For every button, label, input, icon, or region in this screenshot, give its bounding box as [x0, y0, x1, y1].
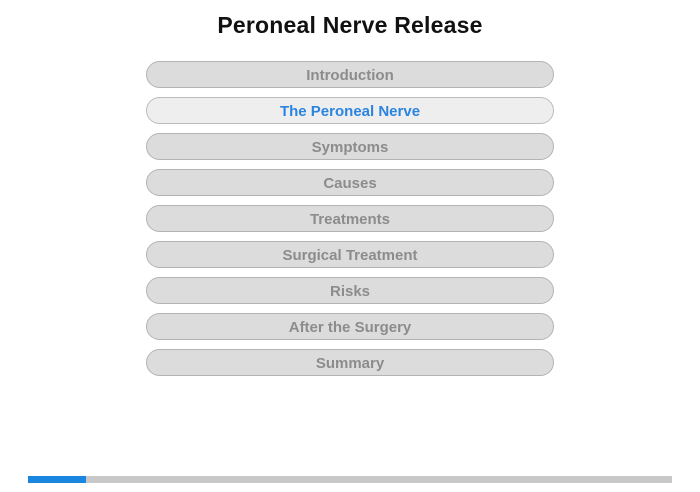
menu-item-label: Symptoms	[311, 139, 389, 156]
menu-item-symptoms[interactable]	[146, 133, 554, 160]
menu-item-the-peroneal-nerve[interactable]	[146, 97, 554, 124]
menu-item-label: After the Surgery	[288, 319, 412, 336]
menu-item-label: Surgical Treatment	[282, 247, 418, 264]
menu-item-after-the-surgery[interactable]	[146, 313, 554, 340]
menu-item-introduction[interactable]	[146, 61, 554, 88]
chapter-menu	[0, 61, 700, 376]
menu-item-risks[interactable]	[146, 277, 554, 304]
menu-item-treatments[interactable]	[146, 205, 554, 232]
menu-item-surgical-treatment[interactable]	[146, 241, 554, 268]
page-title: Peroneal Nerve Release	[217, 12, 483, 38]
menu-item-causes[interactable]	[146, 169, 554, 196]
menu-item-summary[interactable]	[146, 349, 554, 376]
menu-item-label: Treatments	[309, 211, 391, 228]
menu-item-label: The Peroneal Nerve	[279, 103, 421, 120]
menu-item-label: Introduction	[306, 67, 394, 84]
menu-item-label: Summary	[315, 355, 385, 372]
menu-item-label: Causes	[323, 175, 377, 192]
menu-item-label: Risks	[329, 283, 371, 300]
